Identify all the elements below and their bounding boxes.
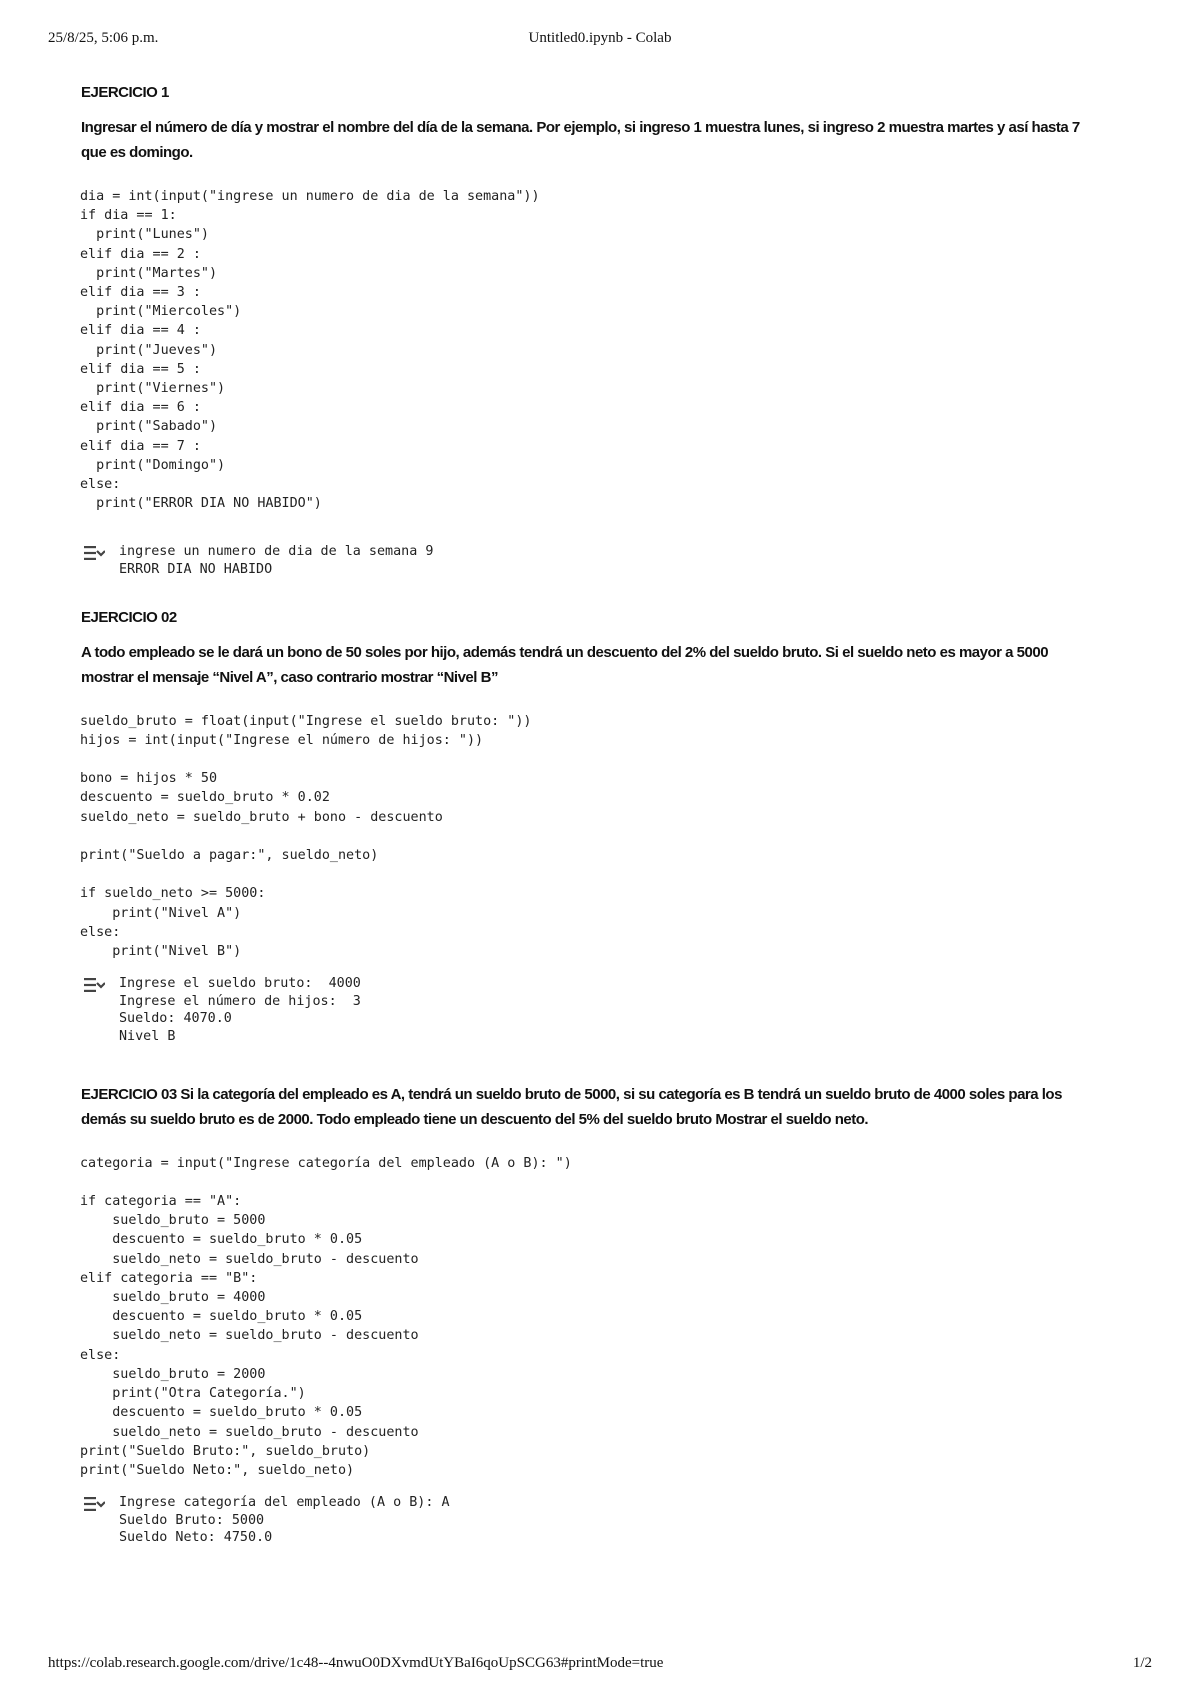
footer-url: https://colab.research.google.com/drive/1c48--4nwuO0DXvmdUtYBaI6qoUpSCG63#printMode=true xyxy=(48,1655,664,1671)
document-title: Untitled0.ipynb - Colab xyxy=(528,30,672,46)
output-toggle-icon[interactable] xyxy=(83,1496,105,1512)
print-header xyxy=(48,30,1152,50)
print-footer xyxy=(48,1655,1152,1675)
page-number: 1/2 xyxy=(1132,1655,1152,1671)
exercise-2-description: A todo empleado se le dará un bono de 50 soles por hijo, además tendrá un descuento del 2% del sueldo bruto. Si el sueldo neto es mayor a 5000 mostrar el mensaje “Nivel A”, caso contrario mostrar “Nivel B” xyxy=(81,643,1049,686)
output-toggle-icon[interactable] xyxy=(83,977,105,993)
notebook-content xyxy=(81,84,1101,1547)
exercise-3 xyxy=(81,1082,1101,1547)
exercise-1-heading: EJERCICIO 1 xyxy=(81,84,169,101)
exercise-2 xyxy=(81,609,1101,1046)
exercise-2-output xyxy=(81,975,1101,1045)
exercise-1-output xyxy=(81,543,1101,578)
exercise-2-output-text: Ingrese el sueldo bruto: 4000 Ingrese el número de hijos: 3 Sueldo: 4070.0 Nivel B xyxy=(119,976,361,1045)
exercise-1-description: Ingresar el número de día y mostrar el nombre del día de la semana. Por ejemplo, si ingreso 1 muestra lunes, si ingreso 2 muestra martes y así hasta 7 que es domingo. xyxy=(81,119,1080,161)
exercise-1 xyxy=(81,84,1101,579)
output-toggle-icon[interactable] xyxy=(83,545,105,561)
exercise-3-code-cell[interactable]: categoria = input("Ingrese categoría del empleado (A o B): ") if categoria == "A": sueldo_bruto = 5000 descuento = sueldo_bruto * 0.05 sueldo_neto = sueldo_bruto - descuento elif categoria == "B": sueldo_bruto = 4000 descuento = sueldo_bruto * 0.05 sueldo_neto = sueldo_bruto - descuento else: sueldo_bruto = 2000 print("Otra Categoría.") descuento = sueldo_bruto * 0.05 sueldo_neto = sueldo_bruto - descuento print("Sueldo Bruto:", sueldo_bruto) print("Sueldo Neto:", sueldo_neto) xyxy=(80,1155,572,1478)
exercise-3-description: EJERCICIO 03 Si la categoría del empleado es A, tendrá un sueldo bruto de 5000, si su categoría es B tendrá un sueldo bruto de 4000 soles para los demás su sueldo bruto es de 2000. Todo empleado tiene un descuento del 5% del sueldo bruto Mostrar el sueldo neto. xyxy=(81,1085,1062,1128)
exercise-3-output xyxy=(81,1494,1101,1547)
exercise-1-output-text: ingrese un numero de dia de la semana 9 ERROR DIA NO HABIDO xyxy=(119,544,434,578)
exercise-2-heading: EJERCICIO 02 xyxy=(81,608,177,626)
exercise-2-code-cell[interactable]: sueldo_bruto = float(input("Ingrese el sueldo bruto: ")) hijos = int(input("Ingrese el número de hijos: ")) bono = hijos * 50 descuento = sueldo_bruto * 0.02 sueldo_neto = sueldo_bruto + bono - descuento print("Sueldo a pagar:", sueldo_neto) if sueldo_neto >= 5000: print("Nivel A") else: print("Nivel B") xyxy=(80,713,532,960)
print-date: 25/8/25, 5:06 p.m. xyxy=(48,30,159,46)
exercise-1-code-cell[interactable]: dia = int(input("ingrese un numero de dia de la semana")) if dia == 1: print("Lunes") elif dia == 2 : print("Martes") elif dia == 3 : print("Miercoles") elif dia == 4 : print("Jueves") elif dia == 5 : print("Viernes") elif dia == 6 : print("Sabado") elif dia == 7 : print("Domingo") else: print("ERROR DIA NO HABIDO") xyxy=(80,189,540,512)
exercise-3-output-text: Ingrese categoría del empleado (A o B): A Sueldo Bruto: 5000 Sueldo Neto: 4750.0 xyxy=(119,1495,450,1546)
